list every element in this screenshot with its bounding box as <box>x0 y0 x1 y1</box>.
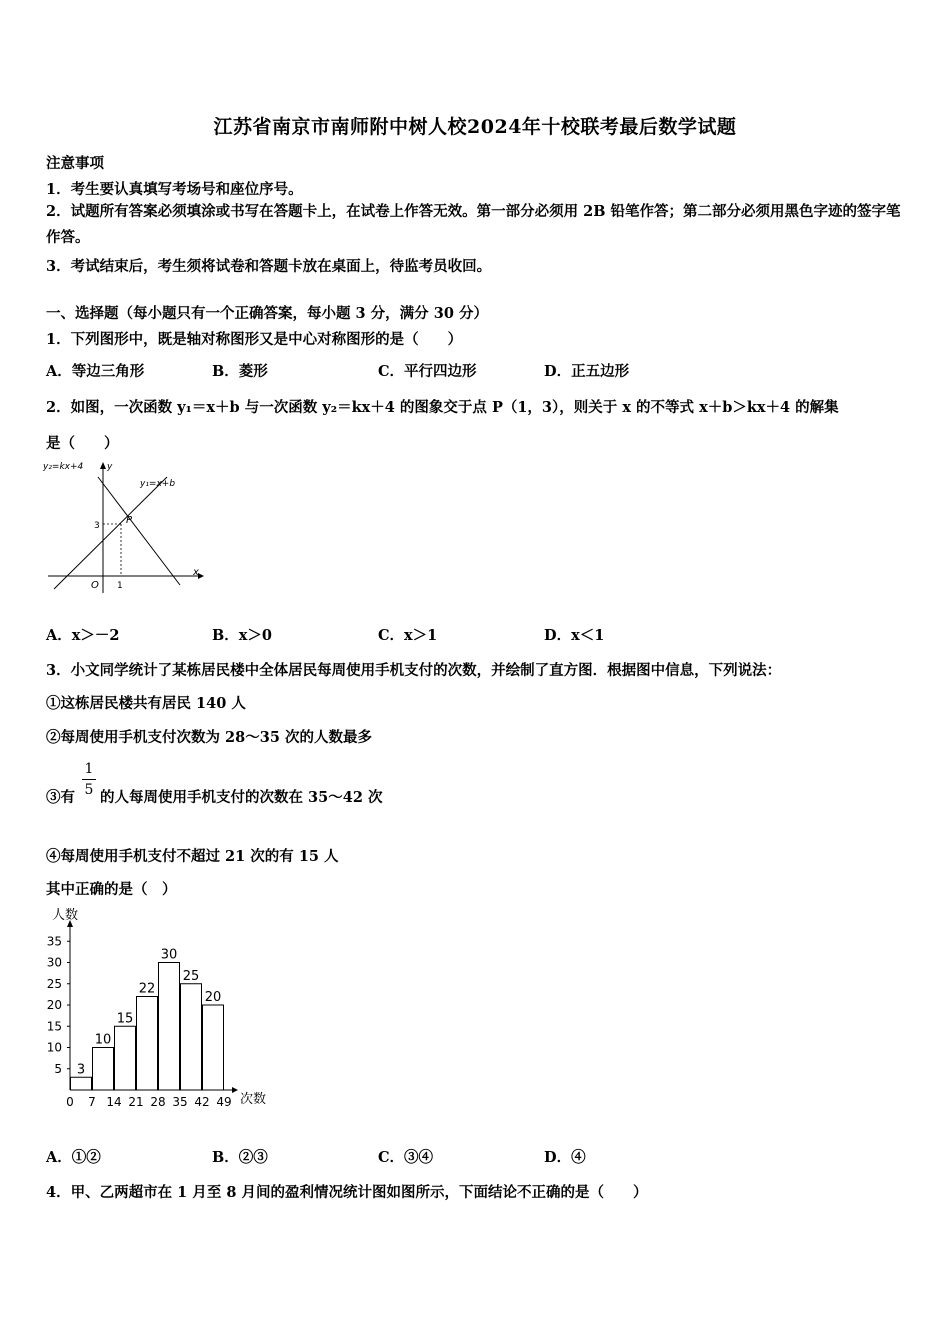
q1-option-b: B．菱形 <box>212 363 268 380</box>
hist-y-tick-label: 15 <box>46 1019 62 1034</box>
q2-label-x: x <box>193 567 199 578</box>
hist-bar-value-label: 20 <box>204 990 222 1005</box>
q3-option-c: C．③④ <box>378 1149 434 1166</box>
q1-stem: 1．下列图形中，既是轴对称图形又是中心对称图形的是（ ） <box>46 331 463 348</box>
hist-x-tick-label: 49 <box>216 1095 232 1109</box>
hist-bar-value-label: 10 <box>94 1032 112 1048</box>
q3-ask: 其中正确的是（ ） <box>46 881 177 898</box>
q3-fraction-numerator: 1 <box>84 761 94 777</box>
q2-linear-graph <box>40 455 210 595</box>
q1-option-d: D．正五边形 <box>544 363 630 380</box>
q3-statement-3-suffix: 的人每周使用手机支付的次数在 35～42 次 <box>100 789 383 806</box>
hist-x-tick-label: 42 <box>194 1095 210 1109</box>
hist-x-tick-label: 28 <box>150 1095 166 1109</box>
hist-x-tick-label: 0 <box>66 1095 74 1109</box>
q2-option-d: D．x＜1 <box>544 627 605 644</box>
q2-option-b: B．x＞0 <box>212 627 272 644</box>
q2-label-y1: y₁=x+b <box>140 479 176 489</box>
hist-y-label: 人数 <box>52 908 79 923</box>
q2-stem-line1: 2．如图，一次函数 y₁＝x＋b 与一次函数 y₂＝kx＋4 的图象交于点 P（1，3），则关于 x 的不等式 x＋b＞kx＋4 的解集 <box>46 399 839 416</box>
hist-y-tick-label: 35 <box>46 934 62 949</box>
notice-heading: 注意事项 <box>46 155 104 172</box>
q2-line-y2 <box>98 477 180 585</box>
hist-y-tick-label: 30 <box>46 955 62 970</box>
hist-y-tick-label: 20 <box>46 998 62 1012</box>
q3-histogram <box>40 900 280 1115</box>
hist-x-tick-label: 35 <box>172 1095 188 1109</box>
hist-bar <box>93 1048 114 1091</box>
q2-option-c: C．x＞1 <box>378 627 438 644</box>
q3-statement-2: ②每周使用手机支付次数为 28～35 次的人数最多 <box>46 729 372 746</box>
q3-stem: 3．小文同学统计了某栋居民楼中全体居民每周使用手机支付的次数，并绘制了直方图．根据图中信息，下列说法： <box>46 662 782 679</box>
q1-option-a: A．等边三角形 <box>46 363 145 380</box>
hist-bar <box>159 963 180 1091</box>
hist-bar-value-label: 15 <box>116 1011 134 1027</box>
page-title: 江苏省南京市南师附中树人校2024年十校联考最后数学试题 <box>213 116 737 138</box>
q3-option-d: D．④ <box>544 1149 586 1166</box>
q3-fraction-bar <box>82 779 96 780</box>
hist-bar <box>71 1077 92 1090</box>
hist-bar-value-label: 3 <box>76 1062 86 1078</box>
hist-bar <box>203 1005 224 1090</box>
q2-option-a: A．x＞－2 <box>46 627 120 644</box>
q3-option-b: B．②③ <box>212 1149 268 1166</box>
hist-y-tick-label: 5 <box>54 1061 62 1076</box>
q2-stem-line2: 是（ ） <box>46 435 119 452</box>
q2-label-y: y <box>107 462 113 472</box>
q1-option-c: C．平行四边形 <box>378 363 477 380</box>
hist-x-label: 次数 <box>240 1092 267 1107</box>
hist-bar <box>115 1026 136 1090</box>
notice-item-1: 1．考生要认真填写考场号和座位序号。 <box>46 181 303 198</box>
q2-label-3: 3 <box>94 521 100 531</box>
notice-item-3: 3．考试结束后，考生须将试卷和答题卡放在桌面上，待监考员收回。 <box>46 258 492 275</box>
q3-statement-4: ④每周使用手机支付不超过 21 次的有 15 人 <box>46 848 339 865</box>
q2-y-arrow <box>100 462 106 469</box>
notice-item-2: 2．试题所有答案必须填涂或书写在答题卡上，在试卷上作答无效。第一部分必须用 2B 铅笔作答；第二部分必须用黑色字迹的签字笔作答。 <box>46 203 901 246</box>
hist-x-tick-label: 21 <box>128 1095 144 1109</box>
hist-bar-value-label: 25 <box>182 968 200 984</box>
q2-label-1: 1 <box>117 581 123 591</box>
q2-label-y2: y₂=kx+4 <box>43 462 84 472</box>
hist-y-tick-label: 25 <box>46 976 62 991</box>
hist-x-tick-label: 14 <box>106 1095 122 1109</box>
q2-label-origin: O <box>91 580 99 591</box>
hist-y-tick-label: 10 <box>46 1040 62 1055</box>
q3-statement-3-prefix: ③有 <box>46 789 75 806</box>
q3-fraction <box>82 760 96 799</box>
hist-bar <box>137 997 158 1091</box>
hist-bar <box>181 984 202 1090</box>
section-heading: 一、选择题（每小题只有一个正确答案，每小题 3 分，满分 30 分） <box>46 305 488 322</box>
hist-bar-value-label: 30 <box>160 947 178 963</box>
q2-label-p: P <box>126 515 133 526</box>
q3-fraction-denominator: 5 <box>84 782 94 798</box>
hist-x-arrow <box>232 1087 238 1093</box>
q4-stem: 4．甲、乙两超市在 1 月至 8 月间的盈利情况统计图如图所示，下面结论不正确的是（ ） <box>46 1184 648 1201</box>
hist-x-tick-label: 7 <box>88 1095 96 1109</box>
q3-statement-1: ①这栋居民楼共有居民 140 人 <box>46 695 246 712</box>
q3-option-a: A．①② <box>46 1149 101 1166</box>
hist-bar-value-label: 22 <box>138 981 156 997</box>
